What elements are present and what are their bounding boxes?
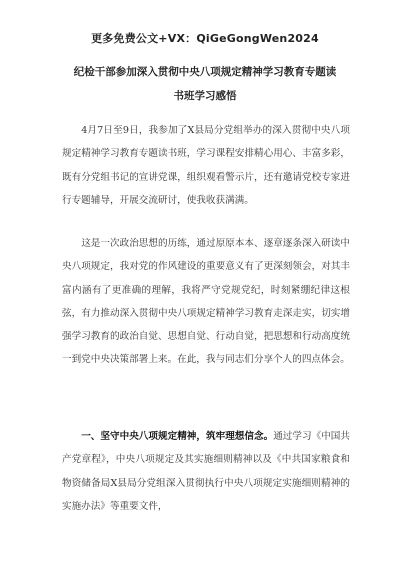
watermark-header: 更多免费公文+VX：QiGeGongWen2024	[91, 32, 319, 45]
section-1-paragraph	[62, 425, 350, 518]
section-1-heading: 一、坚守中央八项规定精神，筑牢理想信念。	[81, 431, 274, 442]
document-title	[50, 60, 360, 108]
paragraph-2-text: 这是一次政治思想的历练，通过原原本本、逐章逐条深入研读中央八项规定，我对党的作风建设的重要意义有了更深刻领会，对其丰富内涵有了更准确的理解，我将严守党规党纪，时刻紧绷纪律这根弦，有力推动深入贯彻中央八项规定精神学习教育走深走实，切实增强学习教育的政治自觉、思想自觉、行动自觉，把思想和行动高度统一到党中央决策部署上来。在此，我与同志们分享个人的四点体会。	[62, 238, 350, 366]
title-line-2: 书班学习感悟	[173, 90, 237, 102]
title-line-1: 纪检干部参加深入贯彻中央八项规定精神学习教育专题读	[73, 66, 337, 78]
paragraph-2	[62, 232, 350, 372]
section-1-body: 通过学习《中国共产党章程》，中央八项规定及其实施细则精神以及《中共国家粮食和物资储备局X县局分党组深入贯彻执行中央八项规定实施细则精神的实施办法》等重要文件，	[62, 431, 351, 512]
paragraph-1-text: 4月7日至9日，我参加了X县局分党组举办的深入贯彻中央八项规定精神学习教育专题读书班，学习课程安排精心用心、丰富多彩，既有分党组书记的宣讲党课，组织观看警示片，还有邀请党校专家进行专题辅导，开展交流研讨，使我收获满满。	[62, 125, 350, 206]
paragraph-1	[62, 119, 350, 212]
